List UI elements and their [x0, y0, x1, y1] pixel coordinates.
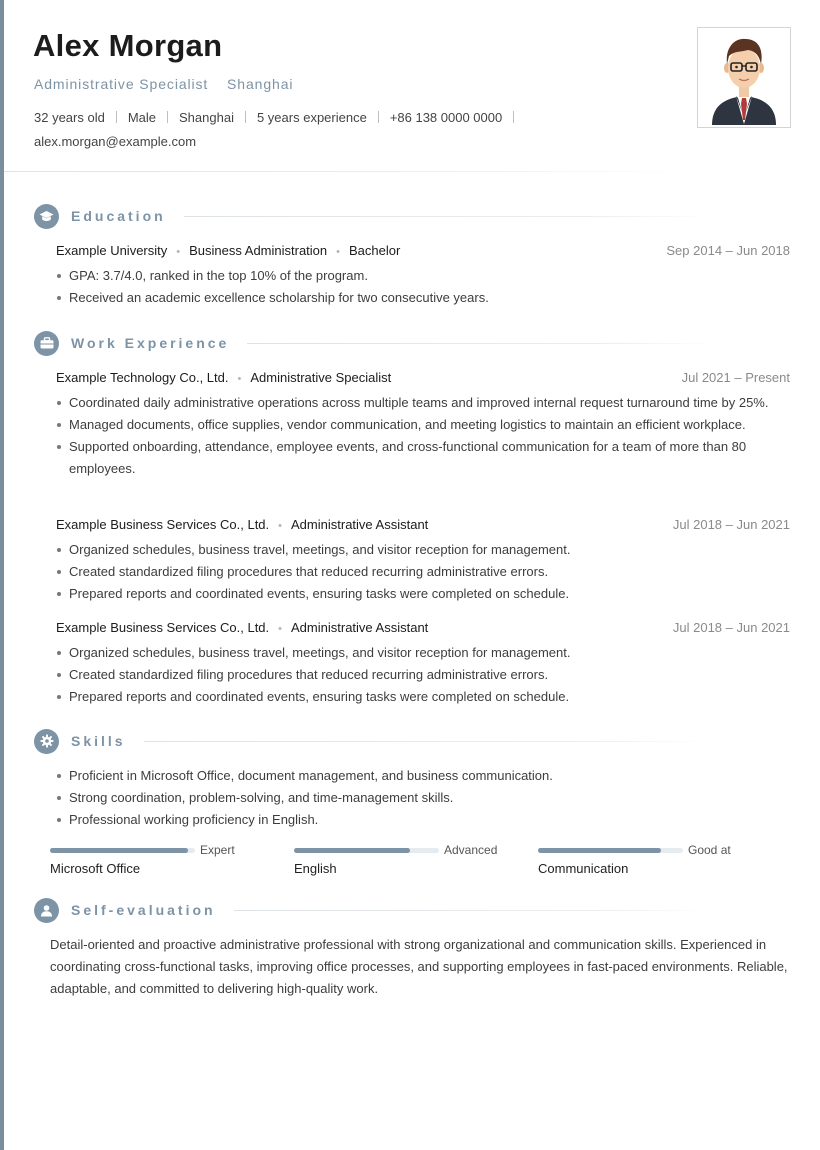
- skill-track: [50, 848, 195, 853]
- company-name: Example Business Services Co., Ltd.: [56, 517, 270, 532]
- job-title: Administrative Specialist: [34, 76, 209, 92]
- skill-level: Advanced: [444, 843, 498, 857]
- graduation-cap-icon: [34, 204, 59, 229]
- candidate-name: Alex Morgan: [33, 28, 223, 63]
- info-divider: [513, 111, 514, 123]
- section-divider: [234, 910, 709, 911]
- separator-dot: •: [278, 520, 283, 532]
- info-phone: +86 138 0000 0000: [389, 110, 503, 125]
- header-divider: [4, 171, 684, 172]
- skill-fill: [50, 848, 188, 853]
- job-role: Administrative Assistant: [291, 620, 429, 635]
- work-entry: [56, 620, 790, 635]
- degree: Bachelor: [349, 243, 401, 258]
- profile-photo: [697, 27, 791, 128]
- list-item: Prepared reports and coordinated events, ensuring tasks were completed on schedule.: [56, 583, 790, 605]
- job-location: Shanghai: [227, 76, 294, 92]
- list-item: Professional working proficiency in English.: [56, 809, 790, 831]
- work-entry: [56, 517, 790, 532]
- section-divider: [184, 216, 712, 217]
- skill-fill: [294, 848, 410, 853]
- separator-dot: •: [176, 246, 181, 258]
- list-item: Supported onboarding, attendance, employee events, and cross-functional communication for a team of more than 80 employees.: [56, 436, 790, 480]
- avatar-illustration: [698, 28, 790, 127]
- job-role: Administrative Specialist: [250, 370, 392, 385]
- education-bullets: [56, 265, 790, 309]
- list-item: Coordinated daily administrative operations across multiple teams and improved internal request turnaround time by 25%.: [56, 392, 790, 414]
- skill-level: Expert: [200, 843, 235, 857]
- skill-name: Microsoft Office: [50, 861, 141, 876]
- list-item: Organized schedules, business travel, meetings, and visitor reception for management.: [56, 539, 790, 561]
- separator-dot: •: [336, 246, 340, 258]
- section-title: Education: [71, 208, 166, 224]
- candidate-subtitle: [34, 76, 307, 92]
- info-divider: [245, 111, 246, 123]
- left-accent-bar: [0, 0, 4, 1150]
- section-title: Skills: [71, 733, 126, 749]
- gear-icon: [34, 729, 59, 754]
- personal-info-row: [34, 110, 525, 125]
- entry-date: Sep 2014 – Jun 2018: [666, 243, 790, 258]
- work-bullets: [56, 642, 790, 708]
- separator-dot: •: [237, 373, 242, 385]
- info-city: Shanghai: [179, 110, 234, 125]
- info-experience: 5 years experience: [256, 110, 367, 125]
- section-title: Work Experience: [71, 335, 230, 351]
- entry-date: Jul 2018 – Jun 2021: [672, 620, 790, 635]
- field-of-study: Business Administration: [189, 243, 328, 258]
- school-name: Example University: [56, 243, 168, 258]
- list-item: Created standardized filing procedures that reduced recurring administrative errors.: [56, 561, 790, 583]
- info-gender: Male: [127, 110, 157, 125]
- info-email: alex.morgan@example.com: [34, 134, 197, 149]
- list-item: Received an academic excellence scholarship for two consecutive years.: [56, 287, 790, 309]
- list-item: Organized schedules, business travel, meetings, and visitor reception for management.: [56, 642, 790, 664]
- info-divider: [167, 111, 168, 123]
- list-item: GPA: 3.7/4.0, ranked in the top 10% of the program.: [56, 265, 790, 287]
- info-age: 32 years old: [34, 110, 105, 125]
- skills-section-header: [34, 728, 709, 754]
- separator-dot: •: [278, 623, 283, 635]
- work-entry: [56, 370, 790, 385]
- company-name: Example Business Services Co., Ltd.: [56, 620, 270, 635]
- skills-bullets: [56, 765, 790, 831]
- skill-track: [294, 848, 439, 853]
- entry-date: Jul 2018 – Jun 2021: [672, 517, 790, 532]
- info-divider: [116, 111, 117, 123]
- info-divider: [378, 111, 379, 123]
- section-divider: [247, 343, 712, 344]
- skill-level: Good at: [688, 843, 731, 857]
- self-evaluation-section-header: [34, 897, 709, 923]
- section-title: Self-evaluation: [71, 902, 216, 918]
- entry-date: Jul 2021 – Present: [681, 370, 790, 385]
- list-item: Proficient in Microsoft Office, document management, and business communication.: [56, 765, 790, 787]
- skill-fill: [538, 848, 661, 853]
- skill-name: English: [294, 861, 337, 876]
- self-evaluation-text: Detail-oriented and proactive administrative professional with strong organizational and communication skills. Experienced in coordinating cross-functional tasks, improving office processes, and supporting employees in fast-paced environments. Reliable, adaptable, and committed to delivering high-quality work.: [50, 937, 788, 996]
- section-divider: [144, 741, 709, 742]
- skill-name: Communication: [538, 861, 629, 876]
- education-section-header: [34, 203, 712, 229]
- list-item: Managed documents, office supplies, vendor communication, and meeting logistics to maintain an efficient workplace.: [56, 414, 790, 436]
- work-bullets: [56, 539, 790, 605]
- education-entry: [56, 243, 790, 258]
- company-name: Example Technology Co., Ltd.: [56, 370, 229, 385]
- work-section-header: [34, 330, 712, 356]
- list-item: Created standardized filing procedures that reduced recurring administrative errors.: [56, 664, 790, 686]
- user-icon: [34, 898, 59, 923]
- work-bullets: [56, 392, 790, 480]
- list-item: Strong coordination, problem-solving, and time-management skills.: [56, 787, 790, 809]
- briefcase-icon: [34, 331, 59, 356]
- job-role: Administrative Assistant: [291, 517, 429, 532]
- list-item: Prepared reports and coordinated events, ensuring tasks were completed on schedule.: [56, 686, 790, 708]
- skill-track: [538, 848, 683, 853]
